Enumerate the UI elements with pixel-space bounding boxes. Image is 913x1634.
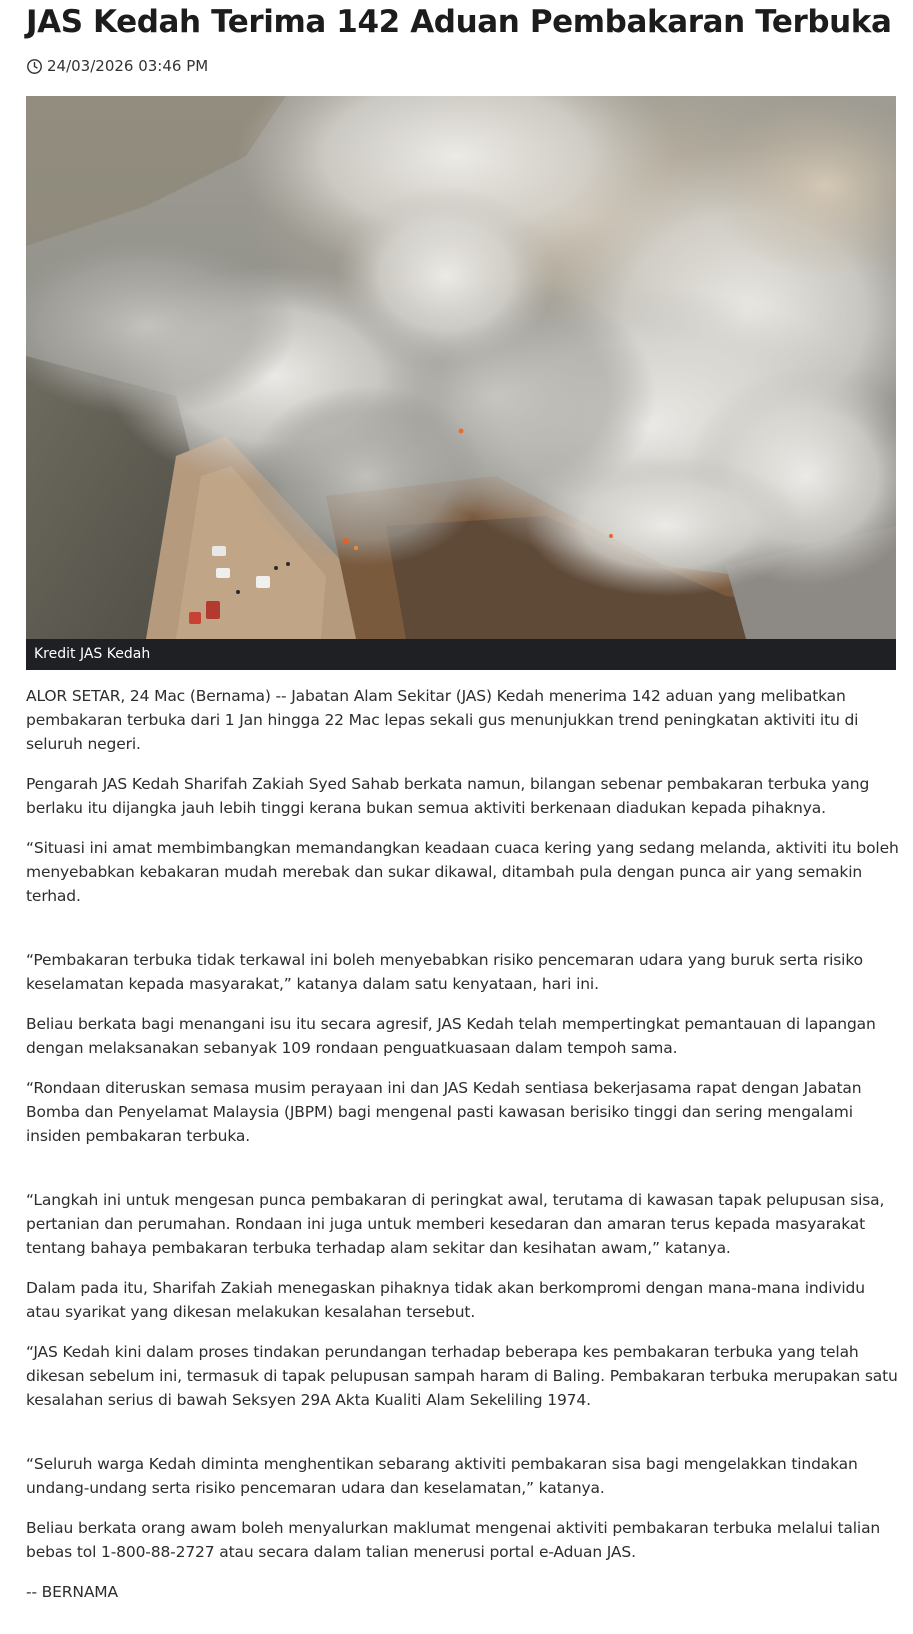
clock-icon (26, 58, 43, 75)
paragraph: “Rondaan diteruskan semasa musim perayaan ini dan JAS Kedah sentiasa bekerjasama rapat dengan Jabatan Bomba dan Penyelamat Malaysia (JBPM) bagi mengenal pasti kawasan berisiko tinggi dan sering mengalami insiden pembakaran terbuka. (26, 1079, 862, 1145)
paragraph: ALOR SETAR, 24 Mac (Bernama) -- Jabatan Alam Sekitar (JAS) Kedah menerima 142 aduan yang melibatkan pembakaran terbuka dari 1 Jan hingga 22 Mac lepas sekali gus menunjukkan trend peningkatan aktiviti itu di seluruh negeri. (26, 687, 859, 753)
paragraph: Dalam pada itu, Sharifah Zakiah menegaskan pihaknya tidak akan berkompromi dengan mana-mana individu atau syarikat yang dikesan melakukan kesalahan tersebut. (26, 1279, 865, 1321)
paragraph: Beliau berkata bagi menangani isu itu secara agresif, JAS Kedah telah mempertingkat pemantauan di lapangan dengan melaksanakan sebanyak 109 rondaan penguatkuasaan dalam tempoh sama. (26, 1015, 876, 1057)
image-caption: Kredit JAS Kedah (34, 646, 151, 662)
article-title: JAS Kedah Terima 142 Aduan Pembakaran Terbuka (26, 4, 892, 40)
paragraph: Pengarah JAS Kedah Sharifah Zakiah Syed Sahab berkata namun, bilangan sebenar pembakaran terbuka yang berlaku itu dijangka jauh lebih tinggi kerana bukan semua aktiviti berkenaan diadukan kepada pihaknya. (26, 775, 870, 817)
article-body (26, 684, 902, 1620)
landfill-fire-photo (26, 96, 896, 639)
article-datetime (26, 56, 208, 76)
paragraph: “Seluruh warga Kedah diminta menghentikan sebarang aktiviti pembakaran sisa bagi mengelakkan tindakan undang-undang serta risiko pencemaran udara dan keselamatan,” katanya. (26, 1455, 858, 1497)
paragraph: Beliau berkata orang awam boleh menyalurkan maklumat mengenai aktiviti pembakaran terbuka melalui talian bebas tol 1-800-88-2727 atau secara dalam talian menerusi portal e-Aduan JAS. (26, 1519, 881, 1561)
paragraph: “Pembakaran terbuka tidak terkawal ini boleh menyebabkan risiko pencemaran udara yang buruk serta risiko keselamatan kepada masyarakat,” katanya dalam satu kenyataan, hari ini. (26, 951, 863, 993)
paragraph: “Situasi ini amat membimbangkan memandangkan keadaan cuaca kering yang sedang melanda, aktiviti itu boleh menyebabkan kebakaran mudah merebak dan sukar dikawal, ditambah pula dengan punca air yang semakin terhad. (26, 839, 899, 905)
article-source: -- BERNAMA (26, 1583, 118, 1601)
paragraph: “Langkah ini untuk mengesan punca pembakaran di peringkat awal, terutama di kawasan tapak pelupusan sisa, pertanian dan perumahan. Rondaan ini juga untuk memberi kesedaran dan amaran terus kepada masyarakat tentang bahaya pembakaran terbuka terhadap alam sekitar dan kesihatan awam,” katanya. (26, 1191, 885, 1257)
paragraph: “JAS Kedah kini dalam proses tindakan perundangan terhadap beberapa kes pembakaran terbuka yang telah dikesan sebelum ini, termasuk di tapak pelupusan sampah haram di Baling. Pembakaran terbuka merupakan satu kesalahan serius di bawah Seksyen 29A Akta Kualiti Alam Sekeliling 1974. (26, 1343, 898, 1409)
datetime-text: 24/03/2026 03:46 PM (47, 57, 209, 75)
article-image (26, 96, 896, 670)
